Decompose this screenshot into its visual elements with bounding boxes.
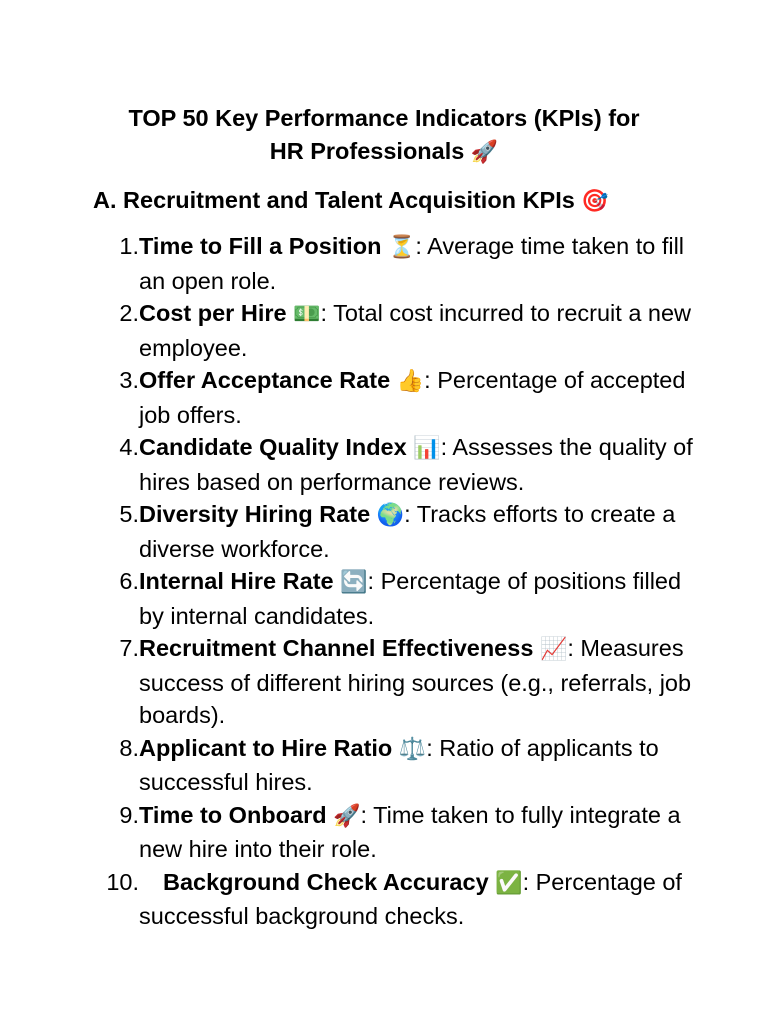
rocket-icon: 🚀 (333, 803, 361, 829)
kpi-item-8 (0, 732, 768, 799)
kpi-description: : Tracks efforts to create a diverse workforce. (139, 501, 676, 562)
kpi-number: 7. (119, 635, 139, 661)
kpi-title: Time to Fill a Position (139, 233, 382, 259)
kpi-description: : Assesses the quality of hires based on performance reviews. (139, 434, 693, 495)
kpi-title: Recruitment Channel Effectiveness (139, 635, 534, 661)
kpi-title: Diversity Hiring Rate (139, 501, 371, 527)
kpi-description: : Average time taken to fill an open role. (139, 233, 685, 294)
page-title (0, 102, 768, 169)
scales-icon: ⚖️ (398, 736, 427, 762)
trend-up-chart-icon: 📈 (539, 637, 568, 662)
target-icon: 🎯 (581, 189, 609, 214)
kpi-title: Offer Acceptance Rate (139, 367, 391, 393)
kpi-number: 2. (119, 300, 139, 326)
kpi-item-6 (0, 565, 768, 632)
kpi-number: 10. (106, 868, 139, 895)
kpi-number: 5. (119, 501, 139, 527)
section-heading (93, 184, 609, 218)
kpi-title: Internal Hire Rate (139, 568, 334, 594)
thumbs-up-icon: 👍 (396, 369, 425, 394)
kpi-item-1 (0, 230, 768, 297)
kpi-description: : Percentage of positions filled by internal candidates. (139, 568, 682, 629)
kpi-number: 4. (119, 434, 139, 460)
section-heading-text: A. Recruitment and Talent Acquisition KPIs (93, 187, 575, 213)
refresh-icon: 🔄 (340, 570, 368, 595)
kpi-item-7 (0, 632, 768, 732)
kpi-item-3 (0, 364, 768, 431)
kpi-description: : Percentage of accepted job offers. (139, 367, 686, 428)
page-title-line-2 (0, 135, 768, 169)
kpi-description: : Ratio of applicants to successful hires. (139, 734, 659, 795)
kpi-title: Candidate Quality Index (139, 434, 407, 460)
kpi-item-9 (0, 799, 768, 866)
kpi-list (0, 230, 768, 933)
kpi-item-4 (0, 431, 768, 498)
kpi-item-2 (0, 297, 768, 364)
kpi-description: : Percentage of successful background checks. (139, 868, 682, 929)
kpi-title: Cost per Hire (139, 300, 287, 326)
globe-icon: 🌍 (376, 503, 405, 528)
page-title-line-2-text: HR Professionals (269, 138, 465, 164)
kpi-number: 3. (119, 367, 139, 393)
kpi-item-5 (0, 498, 768, 565)
check-mark-icon: ✅ (495, 870, 523, 896)
kpi-title: Background Check Accuracy (163, 868, 489, 895)
bar-chart-icon: 📊 (413, 436, 441, 461)
rocket-icon: 🚀 (470, 140, 499, 165)
kpi-description: : Total cost incurred to recruit a new employee. (139, 300, 692, 361)
kpi-number: 8. (119, 734, 139, 761)
kpi-item-10 (0, 866, 768, 933)
hourglass-icon: ⏳ (387, 235, 416, 260)
kpi-description: : Time taken to fully integrate a new hire into their role. (139, 801, 681, 862)
kpi-description: : Measures success of different hiring sources (e.g., referrals, job boards). (139, 635, 692, 728)
money-icon: 💵 (293, 302, 321, 327)
kpi-number: 9. (119, 801, 139, 828)
kpi-number: 6. (119, 568, 139, 594)
kpi-title: Applicant to Hire Ratio (139, 734, 393, 761)
kpi-title: Time to Onboard (139, 801, 327, 828)
kpi-number: 1. (119, 233, 139, 259)
page-title-line-1: TOP 50 Key Performance Indicators (KPIs) for (128, 105, 640, 131)
